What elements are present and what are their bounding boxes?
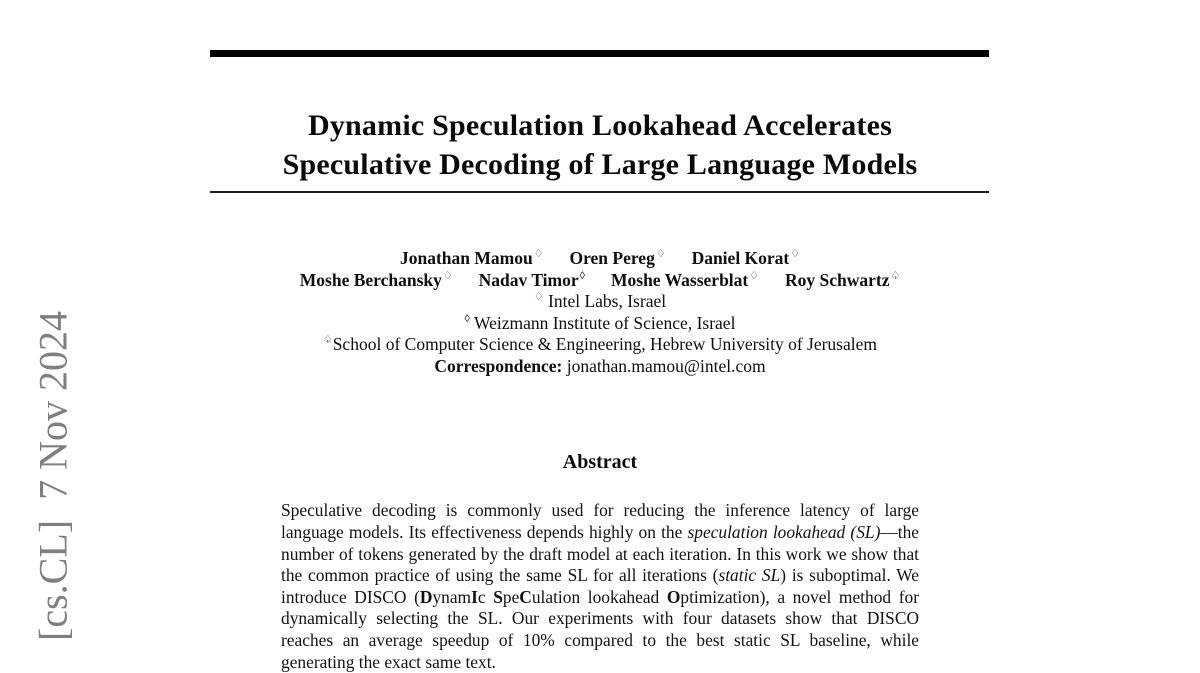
abstract-segment: I — [471, 586, 478, 607]
author-name: Moshe Wasserblat♢ — [611, 270, 759, 290]
paper-title-line2: Speculative Decoding of Large Language Models — [282, 148, 918, 182]
abstract-segment: speculation lookahead (SL) — [687, 521, 881, 542]
abstract-segment: ulation lookahead — [531, 586, 667, 607]
author-name: Daniel Korat♢ — [691, 248, 800, 268]
affiliation-marker-icon: ♤ — [322, 334, 333, 347]
affiliation-marker-icon: ◊ — [464, 312, 470, 325]
affiliation-list — [0, 291, 1200, 356]
top-thick-rule — [210, 50, 989, 57]
author-name: Roy Schwartz♤ — [784, 270, 901, 290]
abstract-segment: c — [477, 586, 494, 607]
arxiv-category-date-watermark: [cs.CL] 7 Nov 2024 — [30, 311, 76, 641]
abstract-segment: ) is suboptimal. We introduce DISCO ( — [281, 565, 919, 607]
author-line-1 — [0, 247, 1200, 269]
affiliation-marker-icon: ♢ — [533, 291, 544, 304]
abstract-segment: —the number of tokens generated by the draft model at each iteration. In this work we show that the common practice of using the same SL for all iterations ( — [281, 521, 919, 586]
paper-title — [0, 106, 1200, 184]
author-line-2 — [0, 269, 1200, 291]
title-separator-rule — [210, 191, 989, 193]
affiliation-marker-icon: ♢ — [442, 270, 453, 283]
abstract-segment: static SL — [718, 565, 781, 586]
affiliation-marker-icon: ♢ — [533, 248, 544, 261]
abstract-segment: D — [419, 586, 433, 607]
abstract-segment: S — [493, 586, 503, 607]
abstract-heading: Abstract — [562, 450, 638, 473]
affiliation-marker-icon: ♢ — [790, 248, 800, 261]
author-name: Moshe Berchansky♢ — [299, 270, 453, 290]
abstract-segment: C — [519, 586, 532, 607]
abstract-segment: O — [666, 586, 681, 607]
abstract-segment: ynam — [432, 586, 472, 607]
correspondence-label: Correspondence: — [434, 355, 563, 376]
paper-title-line1: Dynamic Speculation Lookahead Accelerates — [307, 109, 892, 143]
affiliation-line: ♢ Intel Labs, Israel — [533, 291, 667, 311]
affiliation-line: ◊ Weizmann Institute of Science, Israel — [464, 312, 736, 333]
affiliation-marker-icon: ♢ — [655, 248, 666, 261]
abstract-segment: pe — [502, 586, 520, 607]
affiliation-marker-icon: ◊ — [579, 270, 585, 283]
abstract-segment: ptimization), a novel method for dynamically selecting the SL. Our experiments with four datasets show that DISCO reaches an average speedup of 10% compared to the best static SL baseline, while generating the exact same text. — [281, 586, 919, 672]
abstract-segment: Speculative decoding is commonly used for reducing the inference latency of large language models. Its effectiveness depends highly on the — [281, 500, 919, 542]
author-name: Oren Pereg♢ — [569, 248, 666, 268]
correspondence-email: jonathan.mamou@intel.com — [566, 355, 766, 376]
author-name: Jonathan Mamou♢ — [399, 248, 544, 268]
abstract-text — [281, 500, 919, 673]
affiliation-marker-icon: ♢ — [749, 270, 759, 283]
affiliation-marker-icon: ♤ — [890, 270, 901, 283]
affiliation-line: ♤School of Computer Science & Engineering, Hebrew University of Jerusalem — [322, 334, 878, 354]
author-name: Nadav Timor◊ — [478, 270, 585, 290]
author-block — [0, 247, 1200, 377]
correspondence-line — [0, 356, 1200, 378]
